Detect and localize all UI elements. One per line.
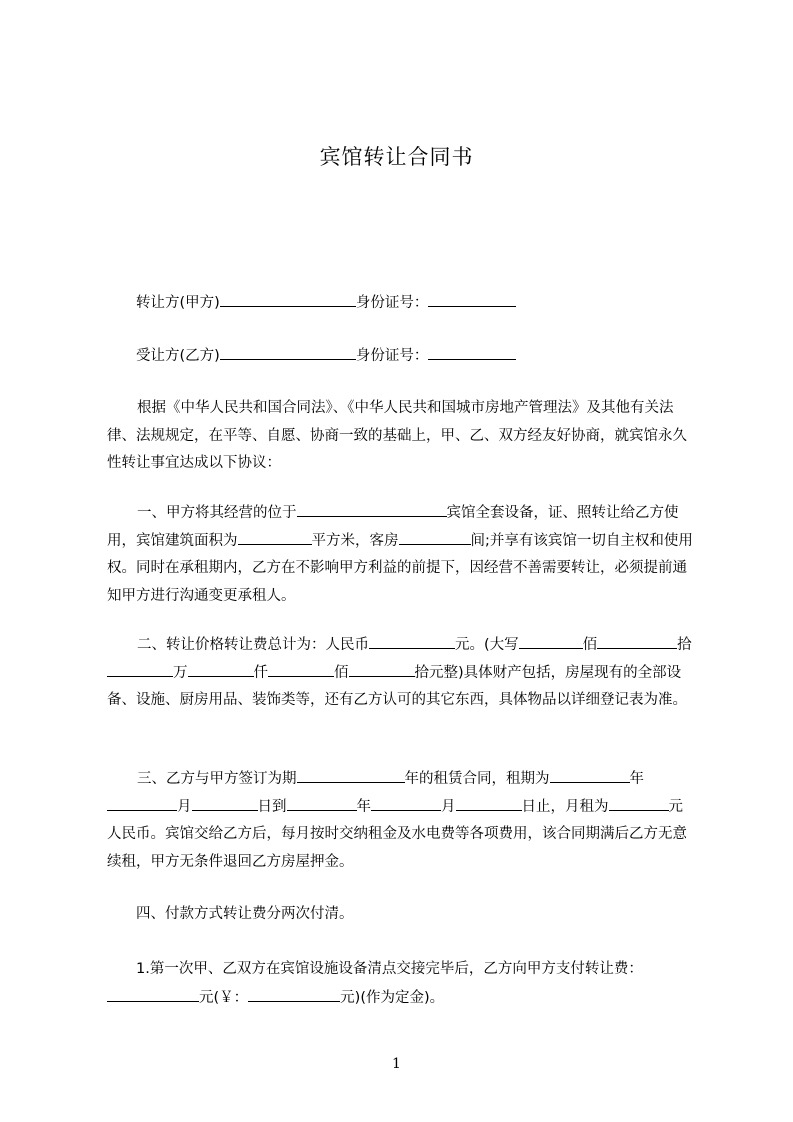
clause-3-text-h: 日止，月租为 bbox=[521, 798, 609, 815]
clause-2-text-c: 佰 bbox=[582, 637, 598, 653]
payment-1-text-b: 元(￥： bbox=[199, 990, 249, 1006]
payment-1-amount-blank[interactable] bbox=[107, 986, 199, 1002]
clause-1-area-blank[interactable] bbox=[238, 529, 312, 545]
payment-1-amount-number-blank[interactable] bbox=[248, 986, 340, 1002]
transferee-name-blank[interactable] bbox=[220, 344, 356, 360]
clause-4-text: 四、付款方式转让费分两次付清。 bbox=[136, 906, 354, 922]
clause-2-text-g: 佰 bbox=[334, 664, 349, 681]
clause-1-paragraph bbox=[107, 500, 697, 610]
clause-3-end-month-blank[interactable] bbox=[371, 795, 441, 811]
page-number: 1 bbox=[392, 1056, 401, 1072]
transferor-name-blank[interactable] bbox=[220, 291, 356, 307]
clause-2-text-d: 拾 bbox=[677, 637, 692, 653]
clause-3-text-i: 元人民币。宾馆交给乙方后，每月按时交纳租金及水电费等各项费用，该合同期满后乙方无意续租，甲方无条件退回乙方房屋押金。 bbox=[107, 798, 687, 870]
payment-1-text-a: 1.第一次甲、乙双方在宾馆设施设备清点交接完毕后，乙方向甲方支付转让费： bbox=[136, 961, 643, 977]
clause-1-text-b: 宾馆全套设备，证、照转让给乙方使用，宾馆建筑面积为 bbox=[107, 505, 679, 549]
clause-3-rent-blank[interactable] bbox=[609, 795, 669, 811]
clause-2-text-a: 二、转让价格转让费总计为：人民币 bbox=[137, 637, 369, 653]
clause-1-text-d: 间;并享有该宾馆一切自主权和使用权。同时在承租期内，乙方在不影响甲方利益的前提下，因经营不善需要转让，必须提前通知甲方进行沟通变更承租人。 bbox=[107, 532, 693, 604]
payment-1-line-1 bbox=[136, 959, 643, 979]
clause-2-blank-1[interactable] bbox=[519, 633, 583, 649]
clause-3-text-g: 月 bbox=[441, 798, 456, 815]
clause-3-text-e: 日到 bbox=[257, 798, 287, 815]
clause-3-text-b: 年的租赁合同，租期为 bbox=[404, 771, 550, 787]
clause-2-blank-4[interactable] bbox=[188, 661, 254, 677]
transferor-label: 转让方(甲方) bbox=[136, 295, 220, 311]
clause-4-line bbox=[136, 904, 354, 924]
transferee-line bbox=[136, 344, 516, 366]
clause-2-blank-5[interactable] bbox=[268, 661, 334, 677]
document-title: 宾馆转让合同书 bbox=[319, 145, 474, 169]
payment-1-text-c: 元)(作为定金)。 bbox=[340, 990, 445, 1006]
clause-3-text-f: 年 bbox=[356, 798, 371, 815]
clause-1-rooms-blank[interactable] bbox=[399, 529, 471, 545]
transferee-id-blank[interactable] bbox=[428, 344, 516, 360]
preamble-paragraph bbox=[107, 395, 697, 478]
clause-3-text-d: 月 bbox=[177, 798, 192, 815]
clause-2-amount-blank[interactable] bbox=[369, 633, 455, 649]
transferor-id-label: 身份证号： bbox=[355, 295, 429, 311]
clause-3-start-day-blank[interactable] bbox=[192, 795, 258, 811]
clause-3-text-c: 年 bbox=[629, 771, 644, 787]
clause-2-paragraph bbox=[107, 632, 697, 715]
clause-2-blank-3[interactable] bbox=[107, 661, 173, 677]
clause-3-text-a: 三、乙方与甲方签订为期 bbox=[137, 771, 297, 787]
transferor-id-blank[interactable] bbox=[428, 291, 516, 307]
clause-3-start-month-blank[interactable] bbox=[107, 795, 177, 811]
clause-3-end-day-blank[interactable] bbox=[456, 795, 522, 811]
clause-1-location-blank[interactable] bbox=[297, 501, 447, 517]
clause-1-text-a: 一、甲方将其经营的位于 bbox=[137, 505, 297, 521]
preamble-text: 根据《中华人民共和国合同法》、《中华人民共和国城市房地产管理法》及其他有关法律、法规规定，在平等、自愿、协商一致的基础上，甲、乙、双方经友好协商，就宾馆永久性转让事宜达成以下协议： bbox=[107, 400, 687, 471]
clause-3-paragraph bbox=[107, 766, 697, 876]
clause-2-text-e: 万 bbox=[173, 664, 188, 681]
clause-2-text-b: 元。(大写 bbox=[455, 637, 519, 653]
payment-1-line-2 bbox=[107, 986, 444, 1008]
clause-2-text-h: 拾元整)具体财产包括，房屋现有的全部设备、设施、厨房用品、装饰类等，还有乙方认可的其它东西，具体物品以详细登记表为准。 bbox=[107, 664, 687, 708]
transferee-label: 受让方(乙方) bbox=[136, 348, 220, 364]
clause-2-blank-2[interactable] bbox=[597, 633, 677, 649]
clause-3-end-year-blank[interactable] bbox=[287, 795, 357, 811]
transferor-line bbox=[136, 291, 516, 313]
transferee-id-label: 身份证号： bbox=[355, 348, 429, 364]
clause-2-text-f: 仟 bbox=[253, 664, 268, 681]
clause-2-blank-6[interactable] bbox=[349, 661, 415, 677]
clause-3-start-year-blank[interactable] bbox=[550, 767, 630, 783]
clause-3-term-blank[interactable] bbox=[297, 767, 405, 783]
clause-1-text-c: 平方米，客房 bbox=[311, 532, 399, 549]
